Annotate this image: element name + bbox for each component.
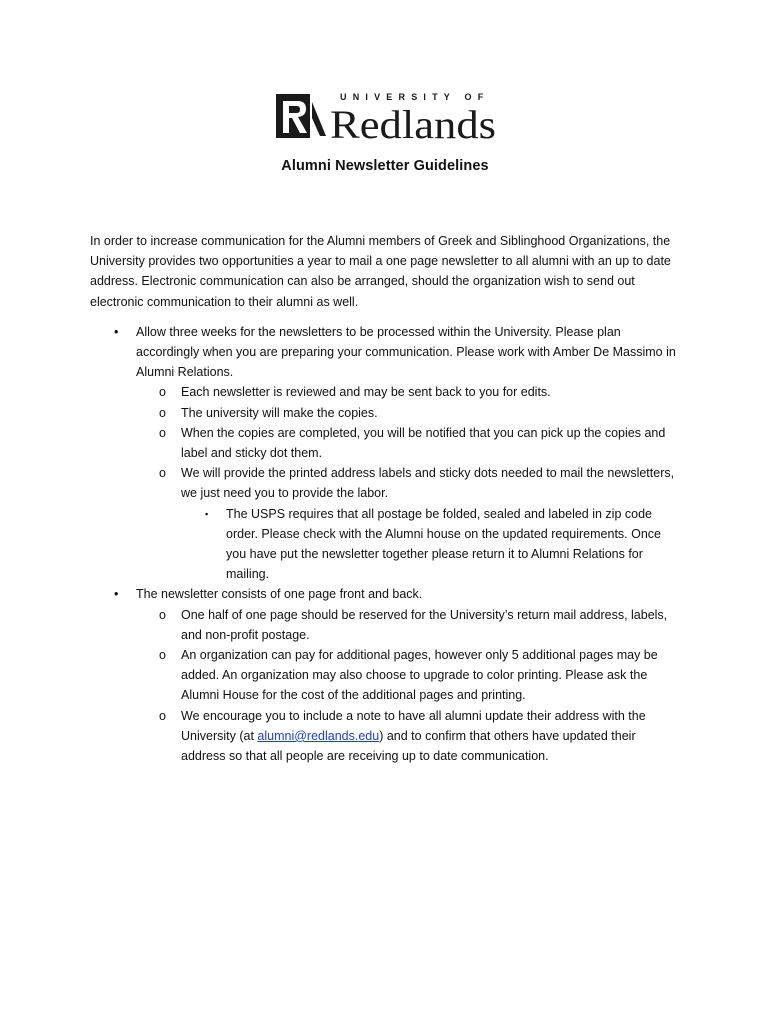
- circle-bullet-icon: o: [159, 648, 166, 663]
- list-item: [136, 463, 680, 584]
- list-item-text: Each newsletter is reviewed and may be sent back to you for edits.: [181, 385, 551, 400]
- sub-sub-list: [181, 504, 680, 585]
- circle-bullet-icon: o: [159, 708, 166, 723]
- list-item: [136, 382, 680, 402]
- r-monogram-icon: [276, 94, 326, 138]
- list-item: [90, 322, 680, 585]
- redlands-logo-graphic: [274, 88, 498, 142]
- list-item: [90, 584, 680, 766]
- list-item: [181, 504, 680, 585]
- guideline-list: [90, 322, 680, 766]
- list-item-text: An organization can pay for additional pages, however only 5 additional pages may be added. An organization may also choose to upgrade to color printing. Please ask the Alumni House for the cost of the additional pages and printing.: [181, 648, 658, 703]
- list-item: [136, 605, 680, 645]
- list-item-text: One half of one page should be reserved for the University’s return mail address, labels, and non-profit postage.: [181, 607, 668, 642]
- bullet-icon: •: [114, 587, 119, 602]
- list-item-text-before-email: We encourage you to include a note to have all alumni update their address with the University (at: [181, 708, 646, 743]
- list-item-text: The university will make the copies.: [181, 405, 378, 420]
- page-title: Alumni Newsletter Guidelines: [281, 158, 489, 174]
- circle-bullet-icon: o: [159, 405, 166, 420]
- list-item-text-after-email: ) and to confirm that others have updated their address so that all people are receiving up to date communication.: [181, 728, 636, 764]
- list-item-text: The USPS requires that all postage be folded, sealed and labeled in zip code order. Please check with the Alumni house on the updated requirements. Once you have put the newsletter together please return it to Alumni Relations for mailing.: [226, 506, 661, 582]
- circle-bullet-icon: o: [159, 607, 166, 622]
- list-item-text: The newsletter consists of one page front and back.: [136, 587, 423, 602]
- circle-bullet-icon: o: [159, 425, 166, 440]
- square-bullet-icon: ▪: [205, 508, 209, 519]
- logo-top-text: UNIVERSITY OF: [340, 92, 490, 102]
- list-item: [136, 403, 680, 423]
- university-logo: [274, 88, 498, 142]
- logo-wordmark: Redlands: [330, 102, 496, 142]
- list-item: [136, 706, 680, 767]
- alumni-email-link[interactable]: alumni@redlands.edu: [257, 728, 380, 743]
- list-item-text: When the copies are completed, you will be notified that you can pick up the copies and label and sticky dot them.: [181, 425, 666, 461]
- intro-paragraph: In order to increase communication for the Alumni members of Greek and Siblinghood Organizations, the University provides two opportunities a year to mail a one page newsletter to all alumni with an up to date address. Electronic communication can also be arranged, should the organization wish to send out electronic communication to their alumni as well.: [90, 234, 671, 309]
- sub-list: [136, 382, 680, 584]
- list-item: [136, 423, 680, 463]
- bullet-icon: •: [114, 324, 119, 339]
- list-item-text: Allow three weeks for the newsletters to be processed within the University. Please plan accordingly when you are preparing your communication. Please work with Amber De Massimo in Alumni Relations.: [136, 324, 676, 380]
- document-body: [90, 231, 680, 766]
- circle-bullet-icon: o: [159, 466, 166, 481]
- list-item-text: We will provide the printed address labels and sticky dots needed to mail the newsletters, we just need you to provide the labor.: [181, 466, 675, 501]
- sub-list: [136, 605, 680, 767]
- circle-bullet-icon: o: [159, 385, 166, 400]
- list-item: [136, 645, 680, 706]
